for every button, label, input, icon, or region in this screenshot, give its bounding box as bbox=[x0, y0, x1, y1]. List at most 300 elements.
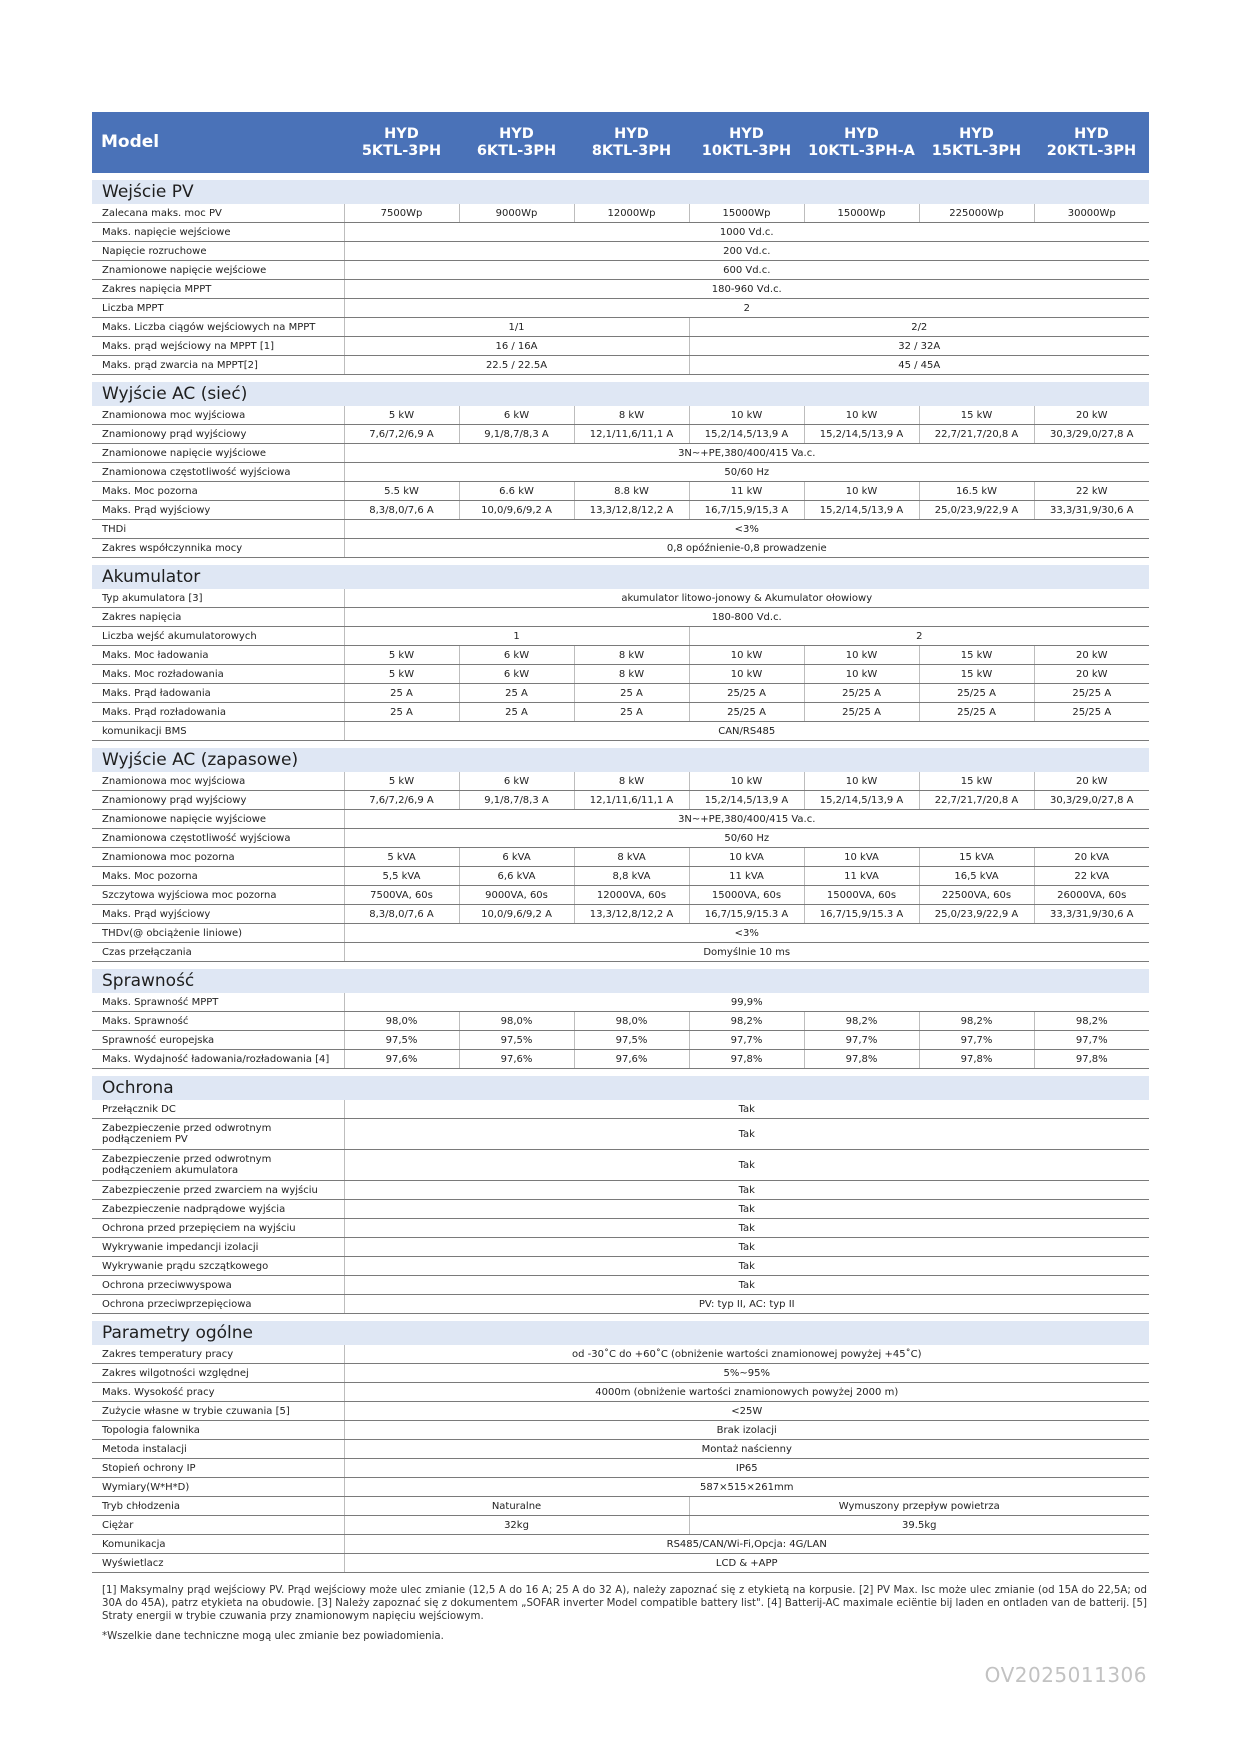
table-row bbox=[92, 848, 1149, 867]
table-row bbox=[92, 772, 1149, 791]
value-cell: 12000Wp bbox=[574, 204, 689, 223]
value-cell: 98,2% bbox=[804, 1012, 919, 1031]
value-cell: 12,1/11,6/11,1 A bbox=[574, 425, 689, 444]
row-label: Zabezpieczenie przed zwarciem na wyjściu bbox=[92, 1181, 344, 1200]
footnotes bbox=[102, 1584, 1147, 1650]
row-label: Typ akumulatora [3] bbox=[92, 589, 344, 608]
row-label: Maks. Prąd wyjściowy bbox=[92, 905, 344, 924]
value-cell: 26000VA, 60s bbox=[1034, 886, 1149, 905]
value-cell: 25/25 A bbox=[804, 703, 919, 722]
value-cell: 15 kVA bbox=[919, 848, 1034, 867]
value-cell: 15,2/14,5/13,9 A bbox=[689, 791, 804, 810]
row-label: Zakres napięcia bbox=[92, 608, 344, 627]
value-cell: 45 / 45A bbox=[689, 356, 1149, 375]
value-cell: Brak izolacji bbox=[344, 1421, 1149, 1440]
row-label: Zakres wilgotności względnej bbox=[92, 1364, 344, 1383]
table-row bbox=[92, 1200, 1149, 1219]
value-cell: 5 kW bbox=[344, 772, 459, 791]
table-row bbox=[92, 444, 1149, 463]
row-label: Maks. Moc pozorna bbox=[92, 867, 344, 886]
value-cell: 32 / 32A bbox=[689, 337, 1149, 356]
value-cell: 0,8 opóźnienie-0,8 prowadzenie bbox=[344, 539, 1149, 558]
row-label: Znamionowy prąd wyjściowy bbox=[92, 425, 344, 444]
footnote-text: [1] Maksymalny prąd wejściowy PV. Prąd wejściowy może ulec zmianie (12,5 A do 16 A; 25 A do 32 A), należy zapoznać się z etykietą na korpusie. [2] PV Max. Isc może ulec zmianie (od 15A do 22,5A; od 30A do 45A), patrz etykieta na obudowie. [3] Należy zapoznać się z dokumentem „SOFAR inverter Model compatible battery list". [4] Batterij-AC maximale eciëntie bij laden en ontladen van de batterij. [5] Straty energii w trybie czuwania przy znamionowym napięciu wejściowym. bbox=[102, 1585, 1147, 1622]
value-cell: 8.8 kW bbox=[574, 482, 689, 501]
value-cell: 5 kW bbox=[344, 646, 459, 665]
table-row bbox=[92, 1050, 1149, 1069]
value-cell: 200 Vd.c. bbox=[344, 242, 1149, 261]
value-cell: 97,5% bbox=[574, 1031, 689, 1050]
table-row bbox=[92, 589, 1149, 608]
value-cell: 25,0/23,9/22,9 A bbox=[919, 905, 1034, 924]
value-cell: 98,2% bbox=[919, 1012, 1034, 1031]
value-cell: 30000Wp bbox=[1034, 204, 1149, 223]
value-cell: 10 kW bbox=[689, 772, 804, 791]
value-cell: 97,8% bbox=[919, 1050, 1034, 1069]
row-label: Maks. Moc rozładowania bbox=[92, 665, 344, 684]
value-cell: 10 kW bbox=[804, 482, 919, 501]
table-row bbox=[92, 299, 1149, 318]
value-cell: 12000VA, 60s bbox=[574, 886, 689, 905]
spec-sheet bbox=[92, 112, 1149, 1573]
value-cell: 22 kVA bbox=[1034, 867, 1149, 886]
value-cell: 20 kW bbox=[1034, 646, 1149, 665]
section-header bbox=[92, 748, 1149, 772]
value-cell: 13,3/12,8/12,2 A bbox=[574, 501, 689, 520]
value-cell: 5.5 kW bbox=[344, 482, 459, 501]
value-cell: 7,6/7,2/6,9 A bbox=[344, 425, 459, 444]
row-label: Maks. prąd zwarcia na MPPT[2] bbox=[92, 356, 344, 375]
table-row bbox=[92, 1119, 1149, 1150]
value-cell: 22 kW bbox=[1034, 482, 1149, 501]
table-row bbox=[92, 520, 1149, 539]
model-column-header: HYD 5KTL-3PH bbox=[344, 112, 459, 173]
row-label: Zabezpieczenie przed odwrotnym podłączeniem PV bbox=[92, 1119, 344, 1150]
table-row bbox=[92, 791, 1149, 810]
value-cell: 10,0/9,6/9,2 A bbox=[459, 905, 574, 924]
value-cell: 10 kW bbox=[804, 406, 919, 425]
row-label: Maks. napięcie wejściowe bbox=[92, 223, 344, 242]
spec-body bbox=[92, 173, 1149, 1573]
row-label: Topologia falownika bbox=[92, 1421, 344, 1440]
table-row bbox=[92, 1364, 1149, 1383]
value-cell: Wymuszony przepływ powietrza bbox=[689, 1497, 1149, 1516]
row-label: Liczba wejść akumulatorowych bbox=[92, 627, 344, 646]
value-cell: 5 kW bbox=[344, 406, 459, 425]
value-cell: 25/25 A bbox=[689, 703, 804, 722]
row-label: Maks. Prąd ładowania bbox=[92, 684, 344, 703]
value-cell: 25 A bbox=[574, 703, 689, 722]
value-cell: 16,5 kVA bbox=[919, 867, 1034, 886]
value-cell: 30,3/29,0/27,8 A bbox=[1034, 791, 1149, 810]
table-row bbox=[92, 1012, 1149, 1031]
table-row bbox=[92, 1181, 1149, 1200]
table-row bbox=[92, 1238, 1149, 1257]
table-row bbox=[92, 337, 1149, 356]
value-cell: 25/25 A bbox=[804, 684, 919, 703]
table-row bbox=[92, 867, 1149, 886]
table-row bbox=[92, 242, 1149, 261]
value-cell: Naturalne bbox=[344, 1497, 689, 1516]
value-cell: 8 kW bbox=[574, 665, 689, 684]
value-cell: 2 bbox=[689, 627, 1149, 646]
value-cell: 10,0/9,6/9,2 A bbox=[459, 501, 574, 520]
value-cell: 10 kW bbox=[804, 772, 919, 791]
table-row bbox=[92, 1535, 1149, 1554]
row-label: Znamionowy prąd wyjściowy bbox=[92, 791, 344, 810]
row-label: Maks. Moc pozorna bbox=[92, 482, 344, 501]
spec-table bbox=[92, 112, 1149, 1573]
value-cell: 97,6% bbox=[344, 1050, 459, 1069]
value-cell: 16,7/15,9/15.3 A bbox=[689, 905, 804, 924]
table-row bbox=[92, 1478, 1149, 1497]
value-cell: 16.5 kW bbox=[919, 482, 1034, 501]
row-label: Maks. prąd wejściowy na MPPT [1] bbox=[92, 337, 344, 356]
row-label: Zalecana maks. moc PV bbox=[92, 204, 344, 223]
value-cell: 600 Vd.c. bbox=[344, 261, 1149, 280]
value-cell: 2/2 bbox=[689, 318, 1149, 337]
value-cell: 12,1/11,6/11,1 A bbox=[574, 791, 689, 810]
table-row bbox=[92, 1276, 1149, 1295]
value-cell: 10 kVA bbox=[689, 848, 804, 867]
value-cell: 7500VA, 60s bbox=[344, 886, 459, 905]
value-cell: 7,6/7,2/6,9 A bbox=[344, 791, 459, 810]
value-cell: 6.6 kW bbox=[459, 482, 574, 501]
value-cell: 97,7% bbox=[1034, 1031, 1149, 1050]
row-label: Maks. Moc ładowania bbox=[92, 646, 344, 665]
section-header bbox=[92, 180, 1149, 204]
value-cell: <25W bbox=[344, 1402, 1149, 1421]
table-row bbox=[92, 1150, 1149, 1181]
value-cell: 11 kVA bbox=[689, 867, 804, 886]
row-label: Znamionowe napięcie wejściowe bbox=[92, 261, 344, 280]
row-label: Maks. Prąd rozładowania bbox=[92, 703, 344, 722]
table-row bbox=[92, 608, 1149, 627]
table-row bbox=[92, 539, 1149, 558]
model-column-header: HYD 20KTL-3PH bbox=[1034, 112, 1149, 173]
value-cell: 98,0% bbox=[574, 1012, 689, 1031]
section-title: Parametry ogólne bbox=[92, 1321, 1149, 1345]
row-label: Wyświetlacz bbox=[92, 1554, 344, 1573]
table-row bbox=[92, 261, 1149, 280]
row-label: Zabezpieczenie nadprądowe wyjścia bbox=[92, 1200, 344, 1219]
value-cell: 7500Wp bbox=[344, 204, 459, 223]
table-row bbox=[92, 943, 1149, 962]
value-cell: 15 kW bbox=[919, 772, 1034, 791]
value-cell: 25/25 A bbox=[919, 703, 1034, 722]
table-row bbox=[92, 1031, 1149, 1050]
table-row bbox=[92, 646, 1149, 665]
value-cell: 6,6 kVA bbox=[459, 867, 574, 886]
value-cell: 3N~+PE,380/400/415 Va.c. bbox=[344, 444, 1149, 463]
value-cell: 11 kW bbox=[689, 482, 804, 501]
value-cell: LCD & +APP bbox=[344, 1554, 1149, 1573]
table-row bbox=[92, 1497, 1149, 1516]
value-cell: Tak bbox=[344, 1276, 1149, 1295]
section-gap bbox=[92, 1069, 1149, 1077]
row-label: Wykrywanie impedancji izolacji bbox=[92, 1238, 344, 1257]
table-row bbox=[92, 905, 1149, 924]
row-label: Zakres napięcia MPPT bbox=[92, 280, 344, 299]
value-cell: 6 kW bbox=[459, 665, 574, 684]
value-cell: 15000VA, 60s bbox=[804, 886, 919, 905]
section-gap bbox=[92, 173, 1149, 180]
table-row bbox=[92, 1440, 1149, 1459]
value-cell: 5%~95% bbox=[344, 1364, 1149, 1383]
value-cell: 1/1 bbox=[344, 318, 689, 337]
row-label: Stopień ochrony IP bbox=[92, 1459, 344, 1478]
value-cell: 9,1/8,7/8,3 A bbox=[459, 425, 574, 444]
value-cell: 180-960 Vd.c. bbox=[344, 280, 1149, 299]
row-label: Maks. Wysokość pracy bbox=[92, 1383, 344, 1402]
table-row bbox=[92, 886, 1149, 905]
header-row bbox=[92, 112, 1149, 173]
value-cell: 6 kVA bbox=[459, 848, 574, 867]
row-label: Maks. Sprawność MPPT bbox=[92, 993, 344, 1012]
section-gap bbox=[92, 741, 1149, 749]
section-gap bbox=[92, 1314, 1149, 1322]
value-cell: 30,3/29,0/27,8 A bbox=[1034, 425, 1149, 444]
value-cell: 20 kW bbox=[1034, 665, 1149, 684]
value-cell: 98,2% bbox=[1034, 1012, 1149, 1031]
value-cell: 8 kW bbox=[574, 646, 689, 665]
table-row bbox=[92, 665, 1149, 684]
value-cell: 25 A bbox=[344, 684, 459, 703]
table-row bbox=[92, 482, 1149, 501]
table-row bbox=[92, 501, 1149, 520]
value-cell: PV: typ II, AC: typ II bbox=[344, 1295, 1149, 1314]
row-label: Szczytowa wyjściowa moc pozorna bbox=[92, 886, 344, 905]
table-row bbox=[92, 406, 1149, 425]
table-row bbox=[92, 280, 1149, 299]
value-cell: 25,0/23,9/22,9 A bbox=[919, 501, 1034, 520]
table-row bbox=[92, 204, 1149, 223]
section-gap bbox=[92, 558, 1149, 566]
value-cell: 225000Wp bbox=[919, 204, 1034, 223]
value-cell: 97,7% bbox=[919, 1031, 1034, 1050]
value-cell: 10 kW bbox=[804, 646, 919, 665]
value-cell: 15,2/14,5/13,9 A bbox=[804, 791, 919, 810]
table-row bbox=[92, 425, 1149, 444]
value-cell: 25/25 A bbox=[919, 684, 1034, 703]
value-cell: 5,5 kVA bbox=[344, 867, 459, 886]
table-row bbox=[92, 223, 1149, 242]
value-cell: 25 A bbox=[574, 684, 689, 703]
table-row bbox=[92, 1257, 1149, 1276]
table-row bbox=[92, 1383, 1149, 1402]
row-label: Ochrona przeciwwyspowa bbox=[92, 1276, 344, 1295]
value-cell: 98,0% bbox=[344, 1012, 459, 1031]
row-label: komunikacji BMS bbox=[92, 722, 344, 741]
value-cell: 22,7/21,7/20,8 A bbox=[919, 791, 1034, 810]
table-row bbox=[92, 810, 1149, 829]
table-row bbox=[92, 1345, 1149, 1364]
value-cell: 8,8 kVA bbox=[574, 867, 689, 886]
value-cell: 15 kW bbox=[919, 646, 1034, 665]
value-cell: <3% bbox=[344, 520, 1149, 539]
value-cell: 587×515×261mm bbox=[344, 1478, 1149, 1497]
table-row bbox=[92, 1402, 1149, 1421]
model-column-header: HYD 6KTL-3PH bbox=[459, 112, 574, 173]
value-cell: 4000m (obniżenie wartości znamionowych powyżej 2000 m) bbox=[344, 1383, 1149, 1402]
row-label: Znamionowa częstotliwość wyjściowa bbox=[92, 463, 344, 482]
value-cell: 97,6% bbox=[459, 1050, 574, 1069]
value-cell: Tak bbox=[344, 1150, 1149, 1181]
value-cell: 10 kW bbox=[689, 646, 804, 665]
row-label: Przełącznik DC bbox=[92, 1100, 344, 1119]
value-cell: 3N~+PE,380/400/415 Va.c. bbox=[344, 810, 1149, 829]
table-row bbox=[92, 1421, 1149, 1440]
table-row bbox=[92, 703, 1149, 722]
value-cell: 8 kW bbox=[574, 406, 689, 425]
section-header bbox=[92, 1321, 1149, 1345]
value-cell: 97,6% bbox=[574, 1050, 689, 1069]
table-row bbox=[92, 1219, 1149, 1238]
value-cell: 9000VA, 60s bbox=[459, 886, 574, 905]
value-cell: 20 kVA bbox=[1034, 848, 1149, 867]
value-cell: akumulator litowo-jonowy & Akumulator ołowiowy bbox=[344, 589, 1149, 608]
value-cell: 33,3/31,9/30,6 A bbox=[1034, 501, 1149, 520]
value-cell: 8 kVA bbox=[574, 848, 689, 867]
value-cell: 15000VA, 60s bbox=[689, 886, 804, 905]
row-label: Sprawność europejska bbox=[92, 1031, 344, 1050]
value-cell: 97,7% bbox=[689, 1031, 804, 1050]
table-row bbox=[92, 463, 1149, 482]
value-cell: 15000Wp bbox=[689, 204, 804, 223]
value-cell: od -30˚C do +60˚C (obniżenie wartości znamionowej powyżej +45˚C) bbox=[344, 1345, 1149, 1364]
value-cell: 2 bbox=[344, 299, 1149, 318]
section-gap bbox=[92, 962, 1149, 970]
row-label: Zużycie własne w trybie czuwania [5] bbox=[92, 1402, 344, 1421]
value-cell: 5 kW bbox=[344, 665, 459, 684]
section-title: Wyjście AC (sieć) bbox=[92, 382, 1149, 406]
value-cell: 97,5% bbox=[344, 1031, 459, 1050]
section-header bbox=[92, 382, 1149, 406]
value-cell: 25 A bbox=[344, 703, 459, 722]
section-title: Akumulator bbox=[92, 565, 1149, 589]
row-label: Maks. Sprawność bbox=[92, 1012, 344, 1031]
table-row bbox=[92, 684, 1149, 703]
value-cell: 97,8% bbox=[804, 1050, 919, 1069]
row-label: Zakres temperatury pracy bbox=[92, 1345, 344, 1364]
section-title: Wejście PV bbox=[92, 180, 1149, 204]
value-cell: 8,3/8,0/7,6 A bbox=[344, 501, 459, 520]
value-cell: 98,0% bbox=[459, 1012, 574, 1031]
table-row bbox=[92, 627, 1149, 646]
row-label: Znamionowa moc wyjściowa bbox=[92, 406, 344, 425]
model-column-header: HYD 15KTL-3PH bbox=[919, 112, 1034, 173]
value-cell: IP65 bbox=[344, 1459, 1149, 1478]
value-cell: 15,2/14,5/13,9 A bbox=[804, 501, 919, 520]
value-cell: 25 A bbox=[459, 684, 574, 703]
value-cell: 50/60 Hz bbox=[344, 463, 1149, 482]
value-cell: 8 kW bbox=[574, 772, 689, 791]
value-cell: 1 bbox=[344, 627, 689, 646]
value-cell: 9,1/8,7/8,3 A bbox=[459, 791, 574, 810]
row-label: Metoda instalacji bbox=[92, 1440, 344, 1459]
value-cell: 25/25 A bbox=[689, 684, 804, 703]
value-cell: 15 kW bbox=[919, 406, 1034, 425]
value-cell: Tak bbox=[344, 1219, 1149, 1238]
row-label: Zakres współczynnika mocy bbox=[92, 539, 344, 558]
model-column-header: HYD 10KTL-3PH-A bbox=[804, 112, 919, 173]
value-cell: Tak bbox=[344, 1119, 1149, 1150]
row-label: Znamionowa częstotliwość wyjściowa bbox=[92, 829, 344, 848]
row-label: Czas przełączania bbox=[92, 943, 344, 962]
table-row bbox=[92, 1554, 1149, 1573]
value-cell: 97,7% bbox=[804, 1031, 919, 1050]
value-cell: 15,2/14,5/13,9 A bbox=[689, 425, 804, 444]
value-cell: 32kg bbox=[344, 1516, 689, 1535]
value-cell: 97,8% bbox=[689, 1050, 804, 1069]
value-cell: 25/25 A bbox=[1034, 703, 1149, 722]
row-label: Maks. Liczba ciągów wejściowych na MPPT bbox=[92, 318, 344, 337]
value-cell: Montaż naścienny bbox=[344, 1440, 1149, 1459]
value-cell: RS485/CAN/Wi-Fi,Opcja: 4G/LAN bbox=[344, 1535, 1149, 1554]
document-code: OV2025011306 bbox=[984, 1663, 1147, 1687]
model-header: Model bbox=[92, 112, 344, 173]
section-title: Ochrona bbox=[92, 1076, 1149, 1100]
value-cell: 6 kW bbox=[459, 406, 574, 425]
table-row bbox=[92, 1295, 1149, 1314]
table-row bbox=[92, 722, 1149, 741]
value-cell: 10 kW bbox=[689, 406, 804, 425]
value-cell: 25/25 A bbox=[1034, 684, 1149, 703]
section-title: Sprawność bbox=[92, 969, 1149, 993]
value-cell: 13,3/12,8/12,2 A bbox=[574, 905, 689, 924]
value-cell: 180-800 Vd.c. bbox=[344, 608, 1149, 627]
row-label: Liczba MPPT bbox=[92, 299, 344, 318]
section-gap bbox=[92, 375, 1149, 383]
table-row bbox=[92, 318, 1149, 337]
table-row bbox=[92, 1516, 1149, 1535]
value-cell: 6 kW bbox=[459, 646, 574, 665]
value-cell: Tak bbox=[344, 1257, 1149, 1276]
value-cell: 5 kVA bbox=[344, 848, 459, 867]
table-row bbox=[92, 356, 1149, 375]
value-cell: 16,7/15,9/15,3 A bbox=[689, 501, 804, 520]
row-label: Wykrywanie prądu szczątkowego bbox=[92, 1257, 344, 1276]
row-label: Napięcie rozruchowe bbox=[92, 242, 344, 261]
row-label: Zabezpieczenie przed odwrotnym podłączeniem akumulatora bbox=[92, 1150, 344, 1181]
value-cell: 10 kVA bbox=[804, 848, 919, 867]
value-cell: 15000Wp bbox=[804, 204, 919, 223]
value-cell: 15,2/14,5/13,9 A bbox=[804, 425, 919, 444]
value-cell: 97,5% bbox=[459, 1031, 574, 1050]
table-row bbox=[92, 1459, 1149, 1478]
value-cell: 20 kW bbox=[1034, 772, 1149, 791]
value-cell: 8,3/8,0/7,6 A bbox=[344, 905, 459, 924]
row-label: Ciężar bbox=[92, 1516, 344, 1535]
value-cell: 22500VA, 60s bbox=[919, 886, 1034, 905]
value-cell: Tak bbox=[344, 1200, 1149, 1219]
value-cell: 16,7/15,9/15.3 A bbox=[804, 905, 919, 924]
value-cell: 22,7/21,7/20,8 A bbox=[919, 425, 1034, 444]
value-cell: 22.5 / 22.5A bbox=[344, 356, 689, 375]
value-cell: 98,2% bbox=[689, 1012, 804, 1031]
value-cell: 50/60 Hz bbox=[344, 829, 1149, 848]
value-cell: Tak bbox=[344, 1100, 1149, 1119]
value-cell: 10 kW bbox=[804, 665, 919, 684]
row-label: Komunikacja bbox=[92, 1535, 344, 1554]
row-label: Ochrona przeciwprzepięciowa bbox=[92, 1295, 344, 1314]
table-row bbox=[92, 1100, 1149, 1119]
table-row bbox=[92, 924, 1149, 943]
row-label: Znamionowa moc pozorna bbox=[92, 848, 344, 867]
value-cell: 39.5kg bbox=[689, 1516, 1149, 1535]
model-column-header: HYD 8KTL-3PH bbox=[574, 112, 689, 173]
value-cell: 16 / 16A bbox=[344, 337, 689, 356]
